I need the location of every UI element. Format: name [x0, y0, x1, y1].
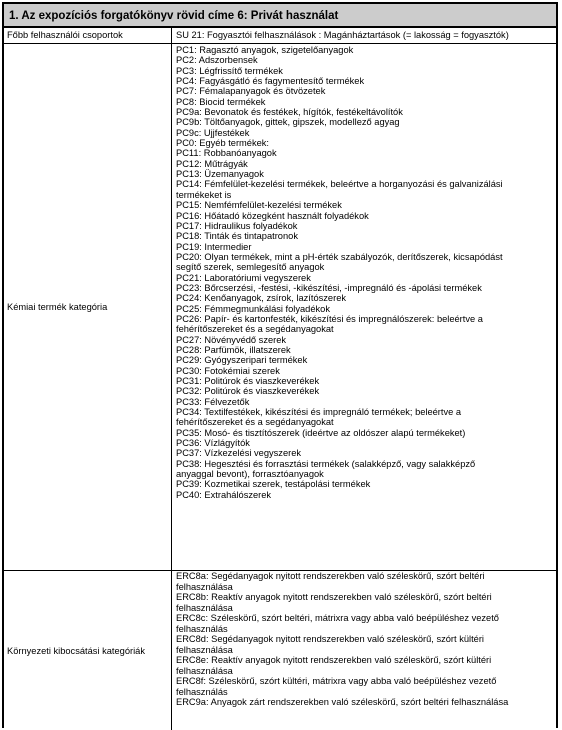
chemical-category-line: PC31: Politúrok és viaszkeverékek — [176, 376, 320, 386]
chemical-category-line: PC24: Kenőanyagok, zsírok, lazítószerek — [176, 293, 347, 304]
chemical-category-line: PC30: Fotokémiai szerek — [176, 365, 280, 376]
chemical-category-line: PC3: Légfrissítő termékek — [176, 65, 283, 76]
chemical-category-line: PC21: Laboratóriumi vegyszerek — [176, 272, 311, 283]
chemical-category-list — [172, 44, 556, 570]
chemical-category-line: PC39: Kozmetikai szerek, testápolási termékek — [176, 479, 371, 490]
environmental-release-line: felhasználás — [176, 623, 228, 634]
chemical-category-line: fehérítőszereket és a segédanyagokat — [176, 417, 334, 428]
chemical-category-line: anyaggal bevont), forrasztóanyagok — [176, 469, 324, 480]
chemical-category-line: PC25: Fémmegmunkálási folyadékok — [176, 303, 330, 314]
chemical-category-line: PC13: Üzemanyagok — [176, 169, 264, 180]
section-title: 1. Az expozíciós forgatókönyv rövid címe 6: Privát használat — [4, 4, 556, 28]
environmental-release-row — [4, 571, 556, 730]
chemical-category-line: PC27: Növényvédő szerek — [176, 334, 287, 345]
chemical-category-line: PC28: Parfümök, illatszerek — [176, 344, 291, 355]
environmental-release-line: ERC8f: Széleskörű, szórt kültéri, mátrixra vagy abba való beépüléshez vezető — [176, 676, 497, 686]
chemical-category-line: PC19: Intermedier — [176, 241, 252, 252]
environmental-release-line: felhasználása — [176, 665, 233, 676]
chemical-category-line: PC36: Vízlágyítók — [176, 438, 250, 449]
chemical-category-line: PC23: Bőrcserzési, -festési, -kikészítési, -impregnáló és -ápolási termékek — [176, 282, 482, 293]
chemical-category-line: PC37: Vízkezelési vegyszerek — [176, 448, 302, 459]
chemical-category-line: PC32: Politúrok és viaszkeverékek — [176, 386, 320, 397]
chemical-category-line: PC26: Papír- és kartonfesték, kikészítési és impregnálószerek: beleértve a — [176, 313, 483, 324]
chemical-category-line: PC15: Nemfémfelület-kezelési termékek — [176, 200, 342, 211]
environmental-release-line: felhasználása — [176, 581, 233, 592]
environmental-release-line: felhasználása — [176, 602, 233, 613]
chemical-category-line: PC38: Hegesztési és forrasztási termékek (salakképző, vagy salakképző — [176, 458, 476, 469]
chemical-category-line: PC9c: Ujjfestékek — [176, 127, 250, 138]
chemical-category-line: PC9b: Töltőanyagok, gittek, gipszek, modellező agyag — [176, 117, 400, 128]
chemical-category-line: termékeket is — [176, 189, 232, 200]
chemical-category-line: PC8: Biocid termékek — [176, 96, 266, 107]
chemical-category-line: PC14: Fémfelület-kezelési termékek, beleértve a horganyozási és galvanizálási — [176, 179, 503, 190]
chemical-category-line: PC16: Hőátadó közegként használt folyadékok — [176, 210, 369, 221]
chemical-category-line: PC2: Adszorbensek — [176, 55, 258, 66]
chemical-category-line: PC9a: Bevonatok és festékek, hígítók, festékeltávolítók — [176, 107, 403, 118]
user-groups-row — [4, 28, 556, 44]
chemical-category-line: fehérítőszereket és a segédanyagokat — [176, 324, 334, 335]
chemical-category-line: segítő szerek, semlegesítő anyagok — [176, 262, 325, 273]
chemical-category-label: Kémiai termék kategória — [4, 44, 172, 570]
chemical-category-line: PC1: Ragasztó anyagok, szigetelőanyagok — [176, 45, 354, 55]
chemical-category-line: PC17: Hidraulikus folyadékok — [176, 220, 298, 231]
environmental-release-list — [172, 571, 556, 730]
chemical-category-line: PC34: Textilfestékek, kikészítési és impregnáló termékek; beleértve a — [176, 407, 462, 418]
environmental-release-line: ERC8a: Segédanyagok nyitott rendszerekben való széleskörű, szórt beltéri — [176, 571, 485, 581]
environmental-release-line: felhasználás — [176, 686, 228, 697]
environmental-release-line: ERC8d: Segédanyagok nyitott rendszerekben való széleskörű, szórt kültéri — [176, 634, 484, 644]
chemical-category-line: PC4: Fagyásgátló és fagymentesítő termékek — [176, 76, 365, 87]
chemical-category-line: PC11: Robbanóanyagok — [176, 148, 277, 159]
environmental-release-line: ERC9a: Anyagok zárt rendszerekben való széleskörű, szórt beltéri felhasználása — [176, 697, 509, 707]
environmental-release-line: felhasználása — [176, 644, 233, 655]
chemical-category-line: PC0: Egyéb termékek: — [176, 138, 270, 149]
chemical-category-line: PC35: Mosó- és tisztítószerek (ideértve az oldószer alapú termékeket) — [176, 427, 466, 438]
chemical-category-line: PC18: Tinták és tintapatronok — [176, 231, 298, 242]
environmental-release-label: Környezeti kibocsátási kategóriák — [4, 571, 172, 730]
environmental-release-line: ERC8e: Reaktív anyagok nyitott rendszerekben való széleskörű, szórt kültéri — [176, 655, 492, 665]
chemical-category-row — [4, 44, 556, 571]
chemical-category-line: PC29: Gyógyszeripari termékek — [176, 355, 308, 366]
user-groups-label: Főbb felhasználói csoportok — [4, 28, 172, 43]
chemical-category-line: PC12: Műtrágyák — [176, 158, 248, 169]
user-groups-value: SU 21: Fogyasztói felhasználások : Magánháztartások (= lakosság = fogyasztók) — [176, 30, 509, 40]
exposure-scenario-table — [2, 2, 558, 728]
chemical-category-line: PC40: Extrahálószerek — [176, 489, 272, 500]
environmental-release-line: ERC8c: Széleskörű, szórt beltéri, mátrixra vagy abba való beépüléshez vezető — [176, 613, 499, 623]
environmental-release-line: ERC8b: Reaktív anyagok nyitott rendszerekben való széleskörű, szórt beltéri — [176, 592, 492, 602]
chemical-category-line: PC7: Fémalapanyagok és ötvözetek — [176, 86, 326, 97]
chemical-category-line: PC33: Félvezetők — [176, 396, 250, 407]
chemical-category-line: PC20: Olyan termékek, mint a pH-érték szabályozók, derítőszerek, kicsapódást — [176, 251, 503, 262]
